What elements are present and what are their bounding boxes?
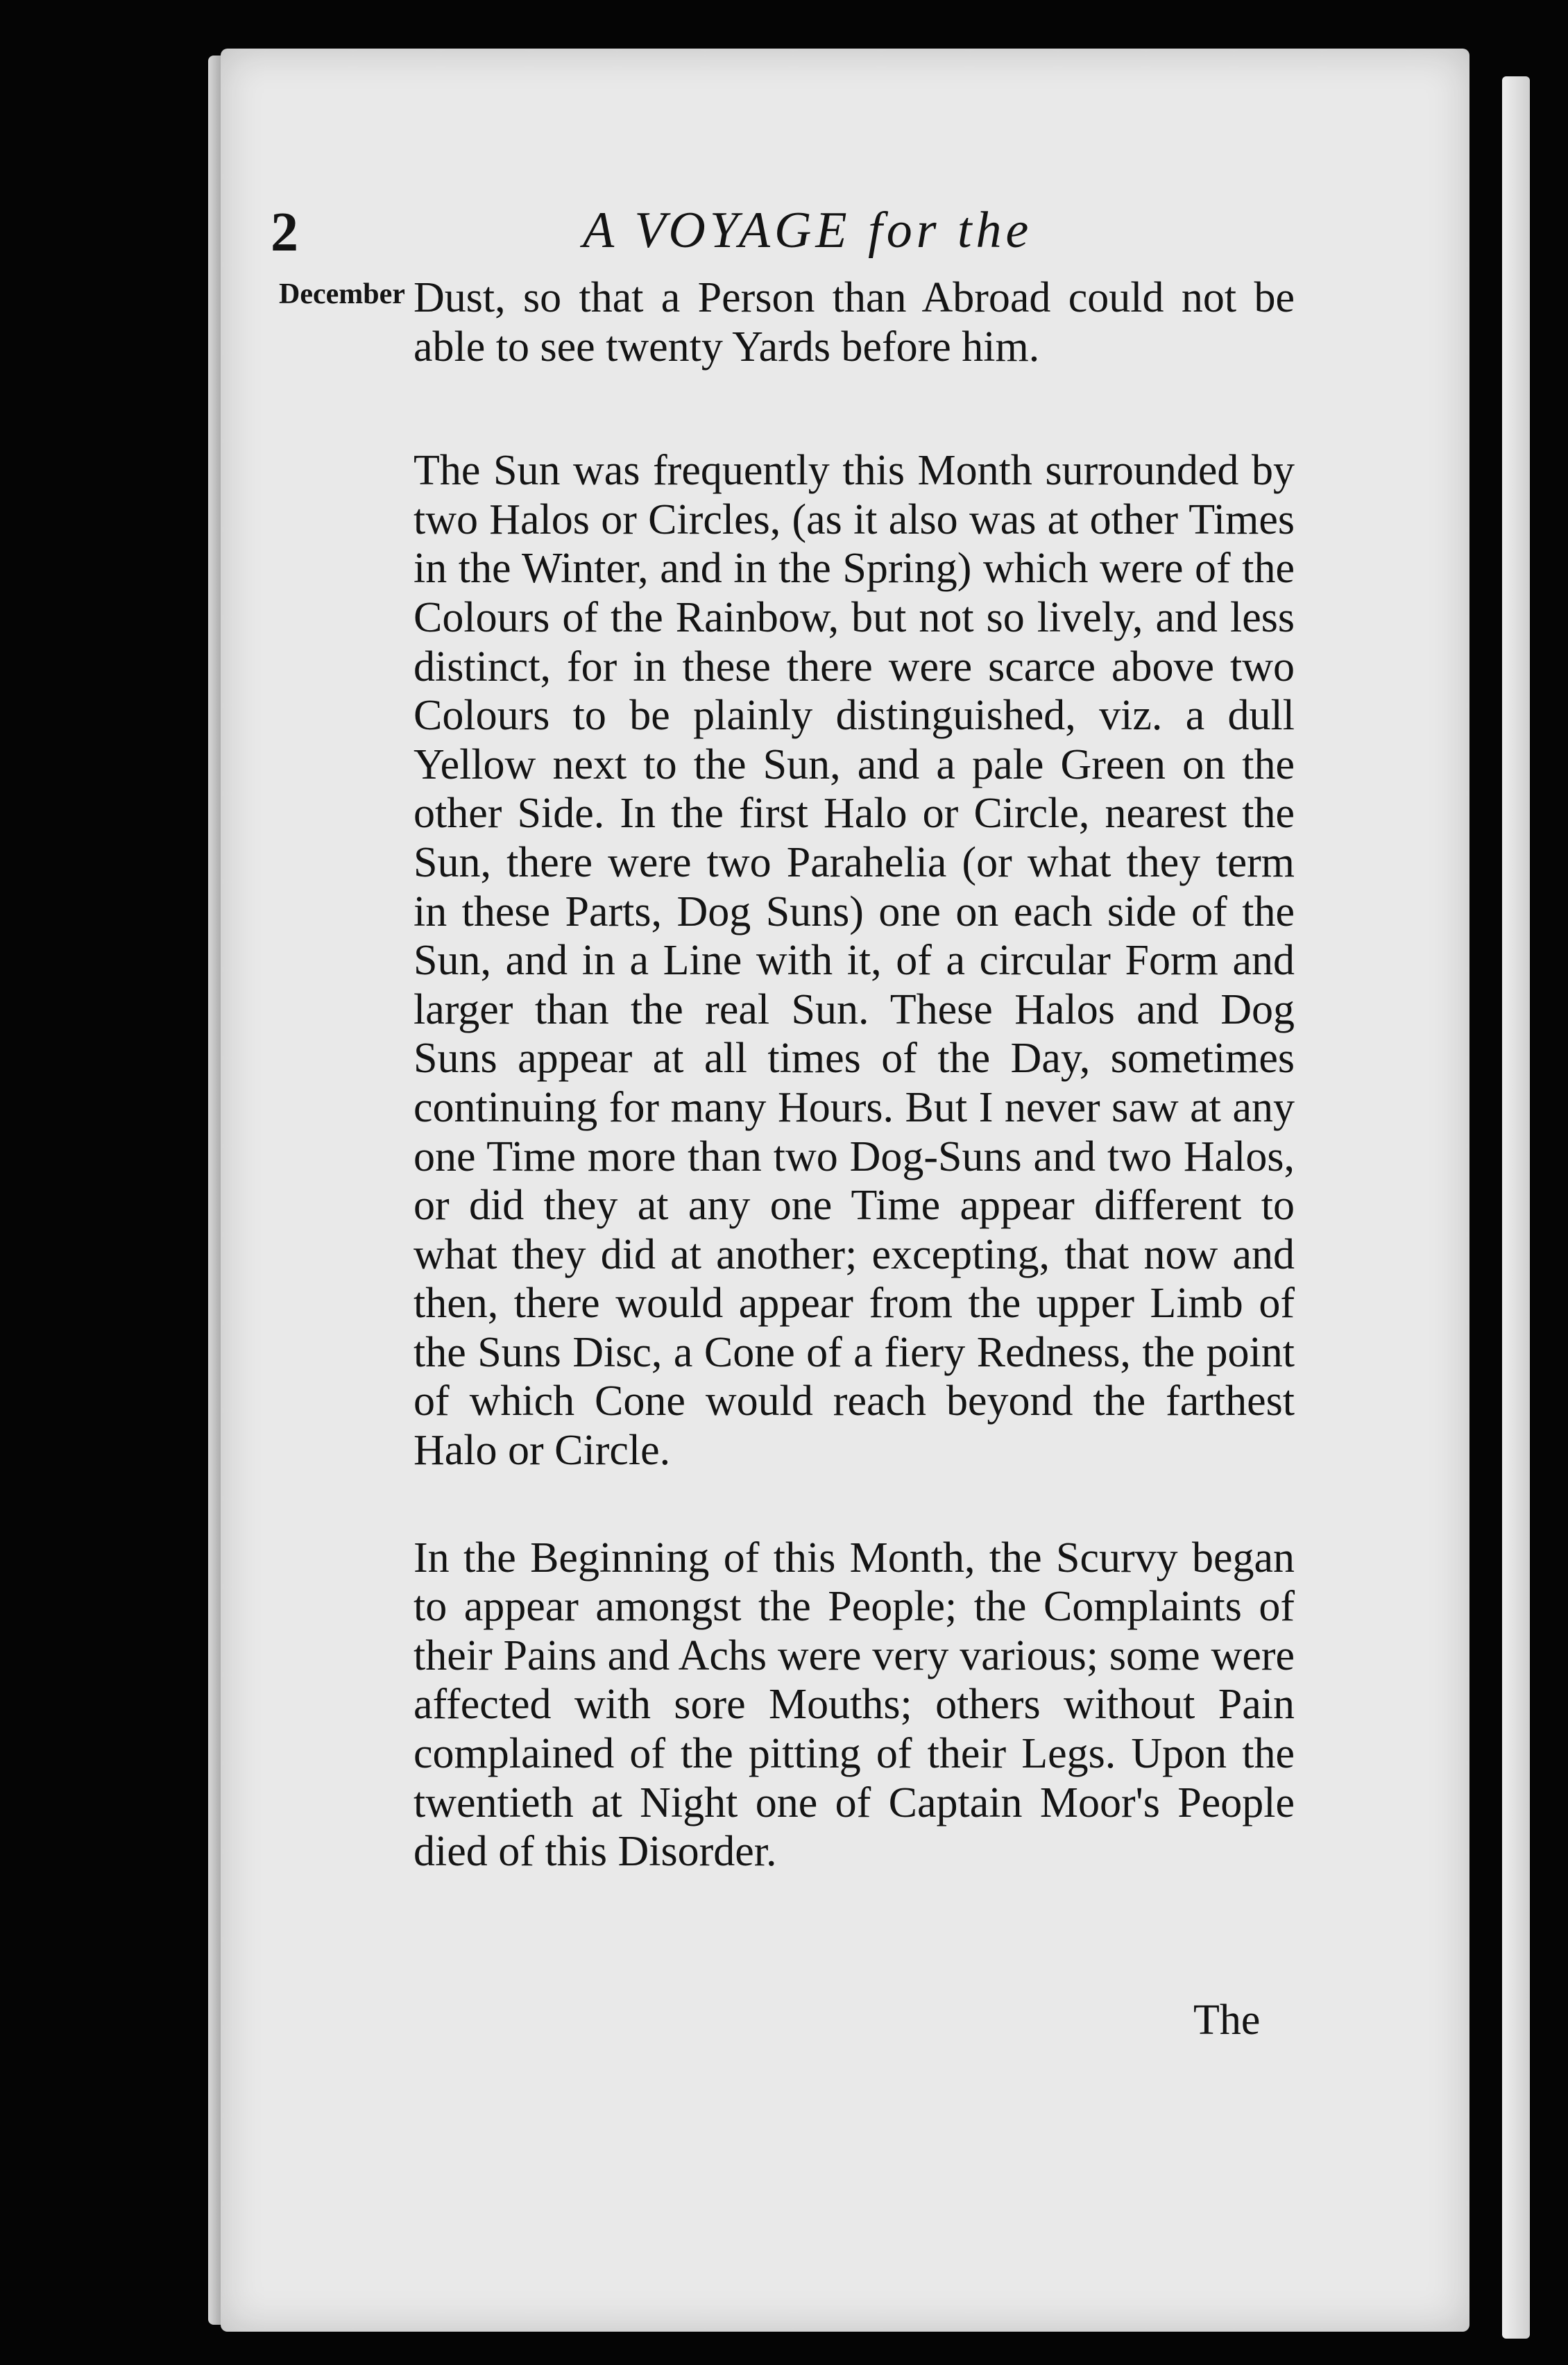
running-head: [271, 201, 1464, 264]
margin-note: December: [279, 278, 405, 310]
paragraph-3: In the Beginning of this Month, the Scurvy began to appear amongst the People; the Complaints of their Pains and Achs were very various; some were affected with sore Mouths; others without Pain complained of the pitting of their Legs. Upon the twentieth at Night one of Captain Moor's People died of this Disorder.: [414, 1534, 1295, 1876]
paragraph-2: The Sun was frequently this Month surrounded by two Halos or Circles, (as it also was at other Times in the Winter, and in the Spring) which were of the Colours of the Rainbow, but not so lively, and less distinct, for in these there were scarce above two Colours to be plainly distinguished, viz. a dull Yellow next to the Sun, and a pale Green on the other Side. In the first Halo or Circle, nearest the Sun, there were two Parahelia (or what they term in these Parts, Dog Suns) one on each side of the Sun, and in a Line with it, of a circular Form and larger than the real Sun. These Halos and Dog Suns appear at all times of the Day, sometimes continuing for many Hours. But I never saw at any one Time more than two Dog-Suns and two Halos, or did they at any one Time appear different to what they did at another; excepting, that now and then, there would appear from the upper Limb of the Suns Disc, a Cone of a fiery Redness, the point of which Cone would reach beyond the farthest Halo or Circle.: [414, 447, 1295, 1475]
paragraph-1: Dust, so that a Person than Abroad could not be able to see twenty Yards before him.: [414, 274, 1295, 371]
next-page-edge: [1502, 76, 1530, 2339]
page-number: 2: [271, 202, 298, 263]
running-title: A VOYAGE for the: [583, 202, 1033, 259]
body-text: [414, 273, 1295, 1876]
catchword: The: [1193, 1997, 1261, 2044]
